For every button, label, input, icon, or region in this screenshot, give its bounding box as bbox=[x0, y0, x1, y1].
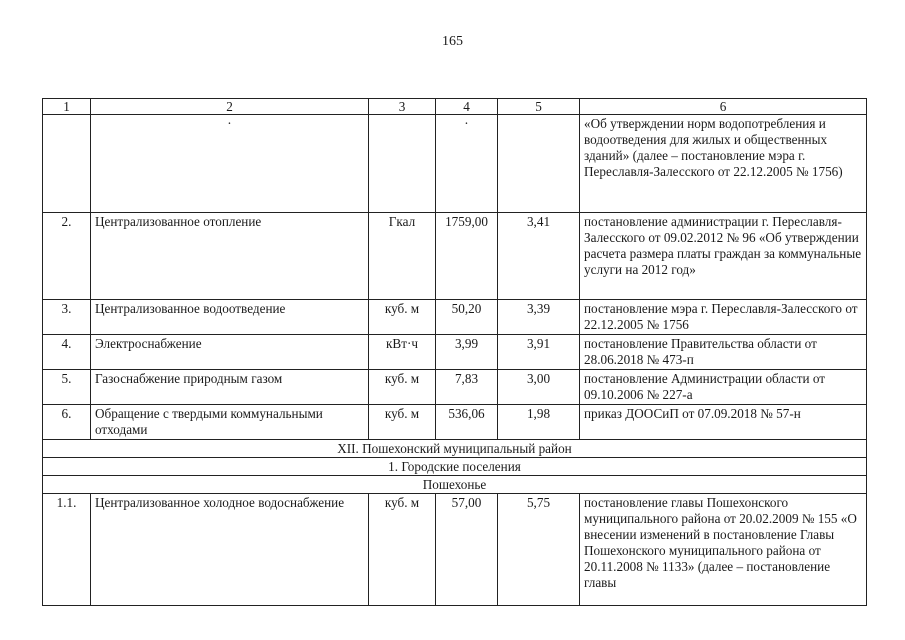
header-cell: 3 bbox=[369, 99, 436, 115]
document-cell: «Об утверждении норм водопотребления и водоотведения для жилых и общественных зданий» (далее – постановление мэра г. Переславля-Залесского от 22.12.2005 № 1756) bbox=[580, 115, 867, 213]
row-number: 3. bbox=[43, 300, 91, 335]
district-heading: XII. Пошехонский муниципальный район bbox=[43, 440, 867, 458]
header-cell: 1 bbox=[43, 99, 91, 115]
service-cell: Централизованное холодное водоснабжение bbox=[91, 494, 369, 606]
service-cell: Обращение с твердыми коммунальными отходами bbox=[91, 405, 369, 440]
rate-cell: 1,98 bbox=[498, 405, 580, 440]
volume-cell: 1759,00 bbox=[436, 213, 498, 300]
table-row bbox=[43, 115, 867, 213]
document-cell: постановление администрации г. Переславля-Залесского от 09.02.2012 № 96 «Об утверждении расчета размера платы граждан за коммунальные услуги на 2012 год» bbox=[580, 213, 867, 300]
section-row bbox=[43, 476, 867, 494]
table-row bbox=[43, 213, 867, 300]
document-cell: постановление главы Пошехонского муниципального района от 20.02.2009 № 155 «О внесении изменений в постановление Главы Пошехонского муниципального района от 20.11.2008 № 1133» (далее – постановление главы bbox=[580, 494, 867, 606]
table-row bbox=[43, 335, 867, 370]
volume-cell: 3,99 bbox=[436, 335, 498, 370]
header-cell: 5 bbox=[498, 99, 580, 115]
section-row bbox=[43, 458, 867, 476]
unit-cell: куб. м bbox=[369, 370, 436, 405]
service-cell: Централизованное отопление bbox=[91, 213, 369, 300]
settlements-heading: 1. Городские поселения bbox=[43, 458, 867, 476]
row-number: 4. bbox=[43, 335, 91, 370]
document-cell: приказ ДООСиП от 07.09.2018 № 57-н bbox=[580, 405, 867, 440]
volume-cell: 7,83 bbox=[436, 370, 498, 405]
header-cell: 4 bbox=[436, 99, 498, 115]
rate-cell: 3,00 bbox=[498, 370, 580, 405]
row-number: 1.1. bbox=[43, 494, 91, 606]
page-number: 165 bbox=[442, 34, 463, 49]
document-cell: постановление Правительства области от 28.06.2018 № 473-п bbox=[580, 335, 867, 370]
row-number: 2. bbox=[43, 213, 91, 300]
rate-cell: 5,75 bbox=[498, 494, 580, 606]
volume-cell: 50,20 bbox=[436, 300, 498, 335]
volume-cell: 536,06 bbox=[436, 405, 498, 440]
rate-cell bbox=[498, 115, 580, 213]
unit-cell: куб. м bbox=[369, 405, 436, 440]
unit-cell bbox=[369, 115, 436, 213]
row-number: 6. bbox=[43, 405, 91, 440]
rate-cell: 3,91 bbox=[498, 335, 580, 370]
row-number: 5. bbox=[43, 370, 91, 405]
header-row bbox=[43, 99, 867, 115]
unit-cell: Гкал bbox=[369, 213, 436, 300]
document-cell: постановление мэра г. Переславля-Залесского от 22.12.2005 № 1756 bbox=[580, 300, 867, 335]
header-cell: 2 bbox=[91, 99, 369, 115]
volume-cell: · bbox=[436, 115, 498, 213]
service-cell: Централизованное водоотведение bbox=[91, 300, 369, 335]
unit-cell: кВт·ч bbox=[369, 335, 436, 370]
rate-cell: 3,41 bbox=[498, 213, 580, 300]
town-heading: Пошехонье bbox=[43, 476, 867, 494]
tariff-table bbox=[42, 98, 867, 606]
service-cell: · bbox=[91, 115, 369, 213]
service-cell: Газоснабжение природным газом bbox=[91, 370, 369, 405]
table-row bbox=[43, 300, 867, 335]
header-cell: 6 bbox=[580, 99, 867, 115]
service-cell: Электроснабжение bbox=[91, 335, 369, 370]
volume-cell: 57,00 bbox=[436, 494, 498, 606]
table-row bbox=[43, 405, 867, 440]
table-row bbox=[43, 370, 867, 405]
unit-cell: куб. м bbox=[369, 494, 436, 606]
row-number bbox=[43, 115, 91, 213]
document-cell: постановление Администрации области от 09.10.2006 № 227-а bbox=[580, 370, 867, 405]
table-row bbox=[43, 494, 867, 606]
rate-cell: 3,39 bbox=[498, 300, 580, 335]
section-row bbox=[43, 440, 867, 458]
unit-cell: куб. м bbox=[369, 300, 436, 335]
